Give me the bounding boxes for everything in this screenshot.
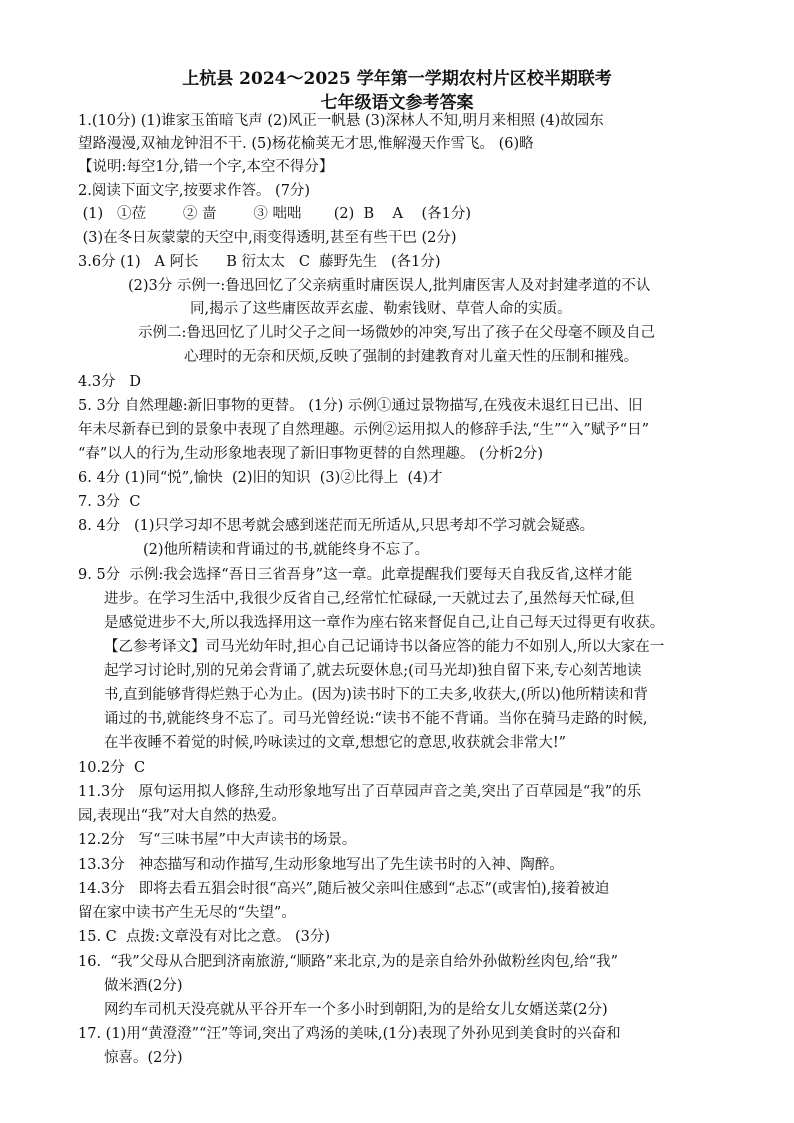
translation-line: 诵过的书,就能终身不忘了。司马光曾经说:“读书不能不背诵。当你在骑马走路的时候, [104,711,648,727]
translation-line: 在半夜睡不着觉的时候,吟咏读过的文章,想想它的意思,收获就会非常大!” [104,735,567,751]
answer-line: 同,揭示了这些庸医故弄玄虚、勒索钱财、草菅人命的实质。 [190,301,572,317]
answer-line: 14.3分 即将去看五猖会时很“高兴”,随后被父亲叫住感到“忐忑”(或害怕),接着被迫 [78,881,610,897]
answer-line: 留在家中读书产生无尽的“失望”。 [78,905,296,921]
answer-line: 1.(10分) (1)谁家玉笛暗飞声 (2)风正一帆悬 (3)深林人不知,明月来相照 (4)故园东 [78,113,604,129]
answer-line: 年未尽新春已到的景象中表现了自然理趣。示例②运用拟人的修辞手法,“生”“入”赋予“日” [78,422,650,438]
answer-line: 【说明:每空1分,错一个字,本空不得分】 [78,159,334,175]
answer-line: 7. 3分 C [78,494,141,510]
answer-line: 3.6分 (1) A 阿长 B 衍太太 C 藤野先生 (各1分) [78,254,441,270]
translation-line: 起学习讨论时,别的兄弟会背诵了,就去玩耍休息;(司马光却)独自留下来,专心刻苦地读 [104,663,642,679]
answer-line: 示例二:鲁迅回忆了儿时父子之间一场微妙的冲突,写出了孩子在父母毫不顾及自己 [138,325,655,341]
answer-line: 17. (1)用“黄澄澄”“汪”等词,突出了鸡汤的美味,(1分)表现了外孙见到美食时的兴奋和 [78,1026,621,1042]
answer-line: 心理时的无奈和厌烦,反映了强制的封建教育对儿童天性的压制和摧残。 [184,349,639,365]
translation-line: 【乙参考译文】司马光幼年时,担心自己记诵诗书以备应答的能力不如别人,所以大家在一 [104,639,665,655]
document-title: 上杭县 2024～2025 学年第一学期农村片区校半期联考 [182,69,612,89]
answer-line: 惊喜。(2分) [104,1050,183,1066]
answer-line: 15. C 点拨:文章没有对比之意。 (3分) [78,929,331,945]
answer-line: 望路漫漫,双袖龙钟泪不干. (5)杨花榆荚无才思,惟解漫天作雪飞。 (6)略 [78,136,534,152]
answer-line: (1) ①莅 ② 啬 ③ 咄咄 (2) B A (各1分) [78,206,472,222]
answer-line: 2.阅读下面文字,按要求作答。 (7分) [78,183,311,199]
answer-line: 进步。在学习生活中,我很少反省自己,经常忙忙碌碌,一天就过去了,虽然每天忙碌,但 [104,591,635,607]
answer-line: (3)在冬日灰蒙蒙的天空中,雨变得透明,甚至有些干巴 (2分) [78,230,457,246]
document-subtitle: 七年级语文参考答案 [320,93,474,113]
translation-line: 书,直到能够背得烂熟于心为止。(因为)读书时下的工夫多,收获大,(所以)他所精读和背 [104,687,648,703]
answer-line: 13.3分 神态描写和动作描写,生动形象地写出了先生读书时的入神、陶醉。 [78,857,564,873]
answer-line: (2)3分 示例一:鲁迅回忆了父亲病重时庸医误人,批判庸医害人及对封建孝道的不认 [128,278,651,294]
answer-line: 8. 4分 (1)只学习却不思考就会感到迷茫而无所适从,只思考却不学习就会疑惑。 [78,518,595,534]
answer-line: 9. 5分 示例:我会选择“吾日三省吾身”这一章。此章提醒我们要每天自我反省,这样才能 [78,567,633,583]
answer-line: 6. 4分 (1)同“悦”,愉快 (2)旧的知识 (3)②比得上 (4)才 [78,470,443,486]
answer-line: (2)他所精读和背诵过的书,就能终身不忘了。 [143,542,430,558]
answer-line: 5. 3分 自然理趣:新旧事物的更替。 (1分) 示例①通过景物描写,在残夜未退红日已出、旧 [78,398,643,414]
answer-line: 11.3分 原句运用拟人修辞,生动形象地写出了百草园声音之美,突出了百草园是“我”的乐 [78,784,642,800]
answer-line: 是感觉进步不大,所以我选择用这一章作为座右铭来督促自己,让自己每天过得更有收获。 [104,615,665,631]
answer-line: 12.2分 写“三味书屋”中大声读书的场景。 [78,832,357,848]
answer-line: 4.3分 D [78,374,142,390]
answer-line: 园,表现出“我”对大自然的热爱。 [78,808,286,824]
answer-line: 网约车司机天没亮就从平谷开车一个多小时到朝阳,为的是给女儿女婿送菜(2分) [104,1002,608,1018]
answer-line: 做米酒(2分) [104,978,183,994]
answer-line: “春”以人的行为,生动形象地表现了新旧事物更替的自然理趣。 (分析2分) [78,446,544,462]
answer-line: 16. “我”父母从合肥到济南旅游,“顺路”来北京,为的是亲自给外孙做粉丝肉包,给“我” [78,954,619,970]
answer-line: 10.2分 C [78,760,146,776]
